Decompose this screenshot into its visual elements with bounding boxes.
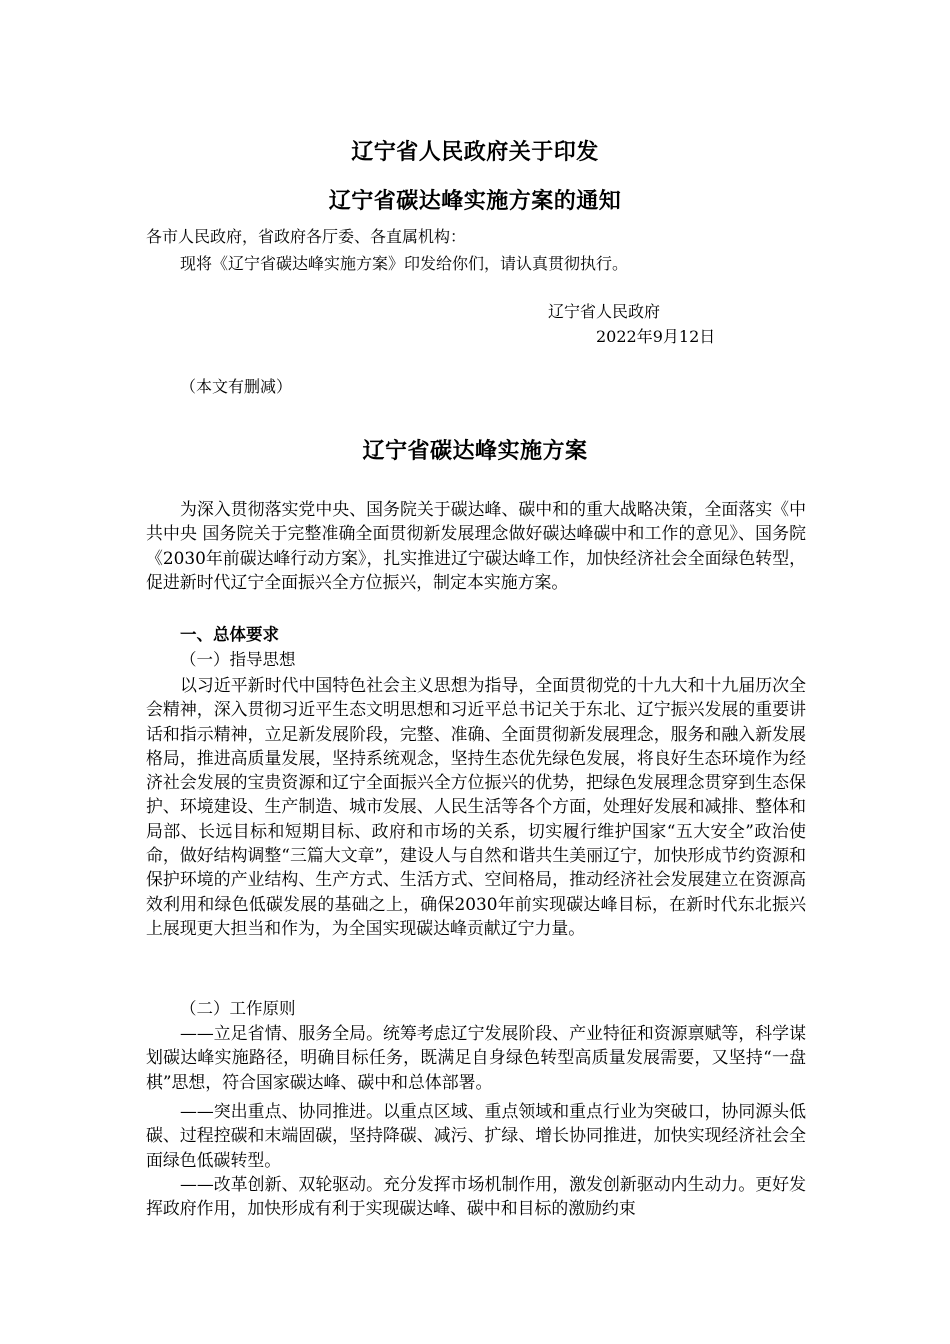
notice-title-line1: 辽宁省人民政府关于印发 [351, 139, 599, 165]
abridged-note: （本文有删减） [180, 377, 293, 396]
plan-intro-paragraph: 为深入贯彻落实党中央、国务院关于碳达峰、碳中和的重大战略决策，全面落实《中共中央 国务院关于完整准确全面贯彻新发展理念做好碳达峰碳中和工作的意见》、国务院《2030年前碳达峰行动方案》，扎实推进辽宁碳达峰工作，加快经济社会全面绿色转型，促进新时代辽宁全面振兴全方位振兴，制定本实施方案。 [146, 499, 806, 592]
notice-date: 2022年9月12日 [596, 327, 716, 346]
notice-issuer: 辽宁省人民政府 [548, 302, 661, 321]
notice-title-line2: 辽宁省碳达峰实施方案的通知 [328, 188, 622, 214]
guiding-ideology-paragraph: 以习近平新时代中国特色社会主义思想为指导，全面贯彻党的十九大和十九届历次全会精神，深入贯彻习近平生态文明思想和习近平总书记关于东北、辽宁振兴发展的重要讲话和指示精神，立足新发展阶段，完整、准确、全面贯彻新发展理念，服务和融入新发展格局，推进高质量发展，坚持系统观念，坚持生态优先绿色发展，将良好生态环境作为经济社会发展的宝贵资源和辽宁全面振兴全方位振兴的优势，把绿色发展理念贯穿到生态保护、环境建设、生产制造、城市发展、人民生活等各个方面，处理好发展和减排、整体和局部、长远目标和短期目标、政府和市场的关系，切实履行维护国家“五大安全”政治使命，做好结构调整“三篇大文章”，建设人与自然和谐共生美丽辽宁，加快形成节约资源和保护环境的产业结构、生产方式、生活方式、空间格局，推动经济社会发展建立在资源高效利用和绿色低碳发展的基础之上，确保2030年前实现碳达峰目标，在新时代东北振兴上展现更大担当和作为，为全国实现碳达峰贡献辽宁力量。 [146, 675, 806, 938]
subsection-heading-guiding-ideology: （一）指导思想 [180, 650, 296, 669]
plan-title: 辽宁省碳达峰实施方案 [362, 438, 588, 464]
notice-body: 现将《辽宁省碳达峰实施方案》印发给你们，请认真贯彻执行。 [180, 254, 629, 273]
section-heading-general-requirements: 一、总体要求 [180, 625, 279, 644]
principle-paragraph-3: ——改革创新、双轮驱动。充分发挥市场机制作用，激发创新驱动内生动力。更好发挥政府作用，加快形成有利于实现碳达峰、碳中和目标的激励约束 [146, 1174, 806, 1219]
principle-paragraph-2: ——突出重点、协同推进。以重点区域、重点领域和重点行业为突破口，协同源头低碳、过程控碳和末端固碳，坚持降碳、减污、扩绿、增长协同推进，加快实现经济社会全面绿色低碳转型。 [146, 1101, 806, 1170]
principle-paragraph-1: ——立足省情、服务全局。统筹考虑辽宁发展阶段、产业特征和资源禀赋等，科学谋划碳达峰实施路径，明确目标任务，既满足自身绿色转型高质量发展需要，又坚持“一盘棋”思想，符合国家碳达峰、碳中和总体部署。 [146, 1023, 806, 1092]
notice-addressee: 各市人民政府，省政府各厅委、各直属机构： [146, 227, 467, 246]
subsection-heading-work-principles: （二）工作原则 [180, 999, 296, 1018]
